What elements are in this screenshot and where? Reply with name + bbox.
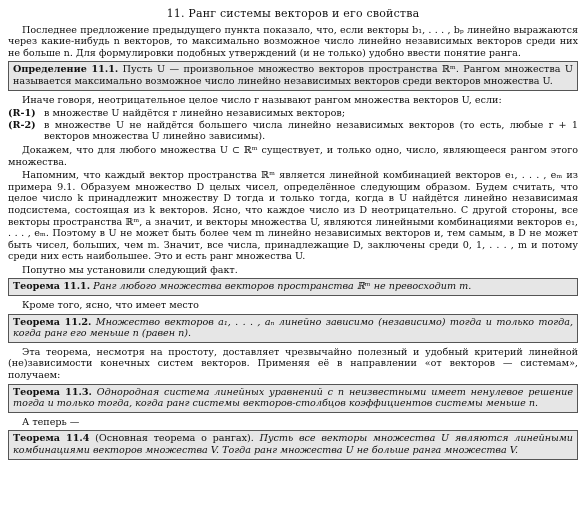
- condition-r2: [8, 120, 578, 143]
- theorem-11-1-text: Ранг любого множества векторов пространства ℝᵐ не превосходит m.: [93, 281, 472, 293]
- condition-r2-text: в множестве U не найдётся большего числа линейно независимых векторов (то есть, любые r + 1 векторов множества U линейно зависимы).: [44, 119, 578, 143]
- theorem-11-4-subtitle: (Основная теорема о рангах).: [95, 433, 254, 445]
- condition-r1-label: (R-1): [8, 108, 36, 120]
- paragraph-criterion: Эта теорема, несмотря на простоту, доставляет чрезвычайно полезный и удобный критерий линейной (не)зависимости конечных систем векторов. Применяя её в направлении «от векторов — системам», получаем:: [8, 346, 578, 382]
- definition-label: Определение 11.1.: [13, 64, 119, 76]
- condition-r1: [8, 108, 578, 120]
- paragraph-intro: Последнее предложение предыдущего пункта показало, что, если векторы b₁, . . . , bₚ линейно выражаются через какие-нибудь n векторов, то максимально возможное число линейно независимых векторов среди них не больше n. Для формулировки подобных утверждений (и не только) удобно ввести понятие ранга.: [8, 24, 578, 59]
- paragraph-now: А теперь —: [22, 416, 80, 428]
- theorem-11-2-box: [8, 314, 578, 343]
- condition-r2-label: (R-2): [8, 119, 36, 131]
- theorem-11-4-text: Пусть все векторы множества U являются линейными комбинациями векторов множества V. Тогда ранг множества U не больше ранга множества V.: [13, 433, 573, 456]
- theorem-11-4-box: [8, 430, 578, 459]
- rank-conditions-list: [8, 108, 578, 143]
- definition-box: [8, 61, 578, 90]
- section-title: 11. Ранг системы векторов и его свойства: [166, 7, 420, 20]
- paragraph-existence: Докажем, что для любого множества U ⊂ ℝᵐ существует, и только одно, число, являющееся рангом этого множества.: [8, 144, 578, 168]
- theorem-11-3-label: Теорема 11.3.: [13, 386, 92, 398]
- theorem-11-3-text: Однородная система линейных уравнений с n неизвестными имеет ненулевое решение тогда и только тогда, когда ранг системы векторов-столбцов коэффициентов системы меньше n.: [13, 386, 573, 410]
- theorem-11-4-label: Теорема 11.4: [13, 433, 90, 445]
- paragraph-proof: Напомним, что каждый вектор пространства ℝᵐ является линейной комбинацией векторов e₁, . . . , eₘ из примера 9.1. Образуем множество D целых чисел, определённое следующим образом. Будем считать, что целое число k принадлежит множеству D тогда и только тогда, когда в U найдётся линейно независимая подсистема, состоящая из k векторов. Ясно, что каждое число из D неотрицательно. С другой стороны, все векторы пространства ℝᵐ, а значит, и векторы множества U, являются линейными комбинациями векторов e₁, . . . , eₘ. Поэтому в U не может быть более чем m линейно независимых векторов и, тем самым, в D не может быть чисел, больших, чем m. Значит, все числа, принадлежащие D, заключены среди 0, 1, . . . , m и потому среди них есть наибольшее. Это и есть ранг множества U.: [8, 170, 578, 263]
- theorem-11-1-label: Теорема 11.1.: [13, 281, 91, 293]
- theorem-11-2-text: Множество векторов a₁, . . . , aₙ линейно зависимо (независимо) тогда и только тогда, когда ранг его меньше n (равен n).: [13, 316, 573, 340]
- paragraph-moreover: Кроме того, ясно, что имеет место: [22, 300, 199, 312]
- theorem-11-2-label: Теорема 11.2.: [13, 316, 92, 328]
- theorem-11-1-box: [8, 278, 578, 296]
- paragraph-fact: Попутно мы установили следующий факт.: [22, 264, 238, 276]
- definition-text: Пусть U — произвольное множество векторов пространства ℝᵐ. Рангом множества U называется максимально возможное число линейно независимых векторов среди векторов множества U.: [13, 64, 573, 87]
- paragraph-rank-conditions: Иначе говоря, неотрицательное целое число r называют рангом множества векторов U, если:: [22, 94, 502, 106]
- theorem-11-3-box: [8, 384, 578, 413]
- condition-r1-text: в множестве U найдётся r линейно независимых векторов;: [44, 108, 346, 120]
